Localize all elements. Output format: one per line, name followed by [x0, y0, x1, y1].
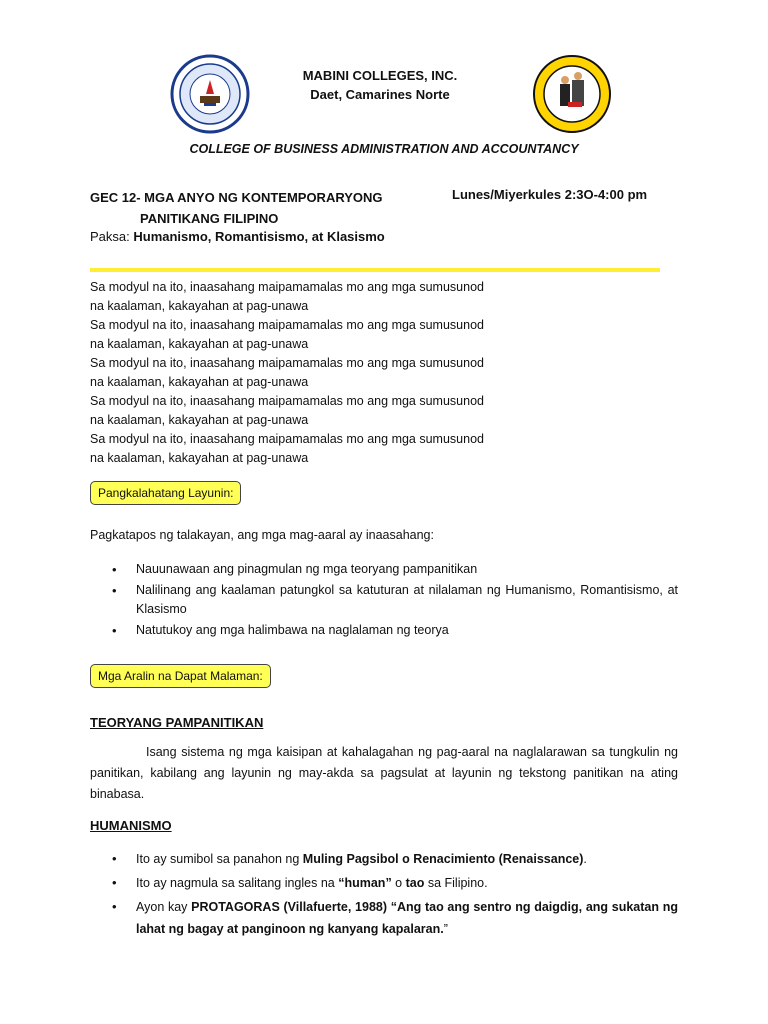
bullet-icon: •	[112, 623, 117, 638]
objective-text: Nauunawaan ang pinagmulan ng mga teoryang pampanitikan	[136, 562, 478, 576]
bullet-icon: •	[112, 899, 117, 914]
bullet-icon: •	[112, 583, 117, 598]
list-item	[90, 896, 678, 940]
lessons-tag: Mga Aralin na Dapat Malaman:	[90, 664, 271, 688]
intro-line: na kaalaman, kakayahan at pag-unawa	[90, 337, 309, 351]
humanism-emphasis: “human”	[338, 876, 392, 890]
bullet-icon: •	[112, 851, 117, 866]
intro-line: na kaalaman, kakayahan at pag-unawa	[90, 299, 309, 313]
course-title-line2: PANITIKANG FILIPINO	[140, 211, 279, 226]
humanism-text: sa Filipino.	[424, 876, 488, 890]
intro-line: Sa modyul na ito, inaasahang maipamamalas mo ang mga sumusunod	[90, 394, 484, 408]
college-name: COLLEGE OF BUSINESS ADMINISTRATION AND ACCOUNTANCY	[189, 142, 579, 156]
objectives-tag: Pangkalahatang Layunin:	[90, 481, 241, 505]
course-title	[90, 187, 383, 229]
humanism-emphasis: tao	[405, 876, 425, 890]
humanism-emphasis: Muling Pagsibol o Renacimiento (Renaissance)	[302, 852, 584, 866]
humanism-text: Ito ay sumibol sa panahon ng	[136, 852, 303, 866]
school-location: Daet, Camarines Norte	[310, 87, 450, 102]
objectives-lead: Pagkatapos ng talakayan, ang mga mag-aaral ay inaasahang:	[90, 528, 434, 542]
humanism-text: Ayon kay	[136, 900, 192, 914]
objectives-list	[90, 560, 678, 642]
intro-line: Sa modyul na ito, inaasahang maipamamalas mo ang mga sumusunod	[90, 356, 484, 370]
list-item	[90, 581, 678, 619]
list-item	[90, 621, 678, 640]
list-item	[90, 848, 678, 870]
theory-heading: TEORYANG PAMPANITIKAN	[90, 715, 264, 730]
humanism-text: .	[583, 852, 587, 866]
intro-line: na kaalaman, kakayahan at pag-unawa	[90, 413, 309, 427]
intro-paragraph	[90, 278, 590, 468]
objective-text: Nalilinang ang kaalaman patungkol sa katuturan at nilalaman ng Humanismo, Romantisismo, at Klasismo	[136, 583, 678, 616]
objective-text: Natutukoy ang mga halimbawa na naglalaman ng teorya	[136, 623, 449, 637]
bullet-icon: •	[112, 562, 117, 577]
humanism-text: ”	[443, 922, 448, 936]
class-schedule: Lunes/Miyerkules 2:3O-4:00 pm	[452, 187, 648, 202]
intro-line: na kaalaman, kakayahan at pag-unawa	[90, 451, 309, 465]
course-title-line1: GEC 12- MGA ANYO NG KONTEMPORARYONG	[90, 190, 383, 205]
humanism-text: o	[391, 876, 406, 890]
intro-line: na kaalaman, kakayahan at pag-unawa	[90, 375, 309, 389]
topic-value: Humanismo, Romantisismo, at Klasismo	[133, 229, 385, 244]
school-name: MABINI COLLEGES, INC.	[302, 68, 458, 83]
topic-label: Paksa:	[90, 229, 134, 244]
cbaa-seal	[532, 54, 612, 134]
intro-line: Sa modyul na ito, inaasahang maipamamalas mo ang mga sumusunod	[90, 432, 484, 446]
humanism-list	[90, 848, 678, 942]
humanism-text: Ito ay nagmula sa salitang ingles na	[136, 876, 339, 890]
school-name-block	[300, 66, 460, 104]
humanism-heading: HUMANISMO	[90, 818, 172, 833]
yellow-divider	[90, 268, 660, 272]
list-item	[90, 872, 678, 894]
bullet-icon: •	[112, 875, 117, 890]
list-item	[90, 560, 678, 579]
topic-line	[90, 229, 385, 244]
intro-line: Sa modyul na ito, inaasahang maipamamalas mo ang mga sumusunod	[90, 280, 484, 294]
intro-line: Sa modyul na ito, inaasahang maipamamalas mo ang mga sumusunod	[90, 318, 484, 332]
theory-text: Isang sistema ng mga kaisipan at kahalagahan ng pag-aaral na naglalarawan sa tungkulin ng panitikan, kabilang ang layunin ng may-akda sa pagsulat at layunin ng tekstong panitikan na ating binabasa.	[90, 745, 678, 801]
mabini-colleges-seal	[170, 54, 250, 134]
humanism-emphasis: PROTAGORAS (Villafuerte, 1988) “Ang tao ang sentro ng daigdig, ang sukatan ng lahat ng bagay at panginoon ng kanyang kapalaran.	[136, 900, 678, 936]
